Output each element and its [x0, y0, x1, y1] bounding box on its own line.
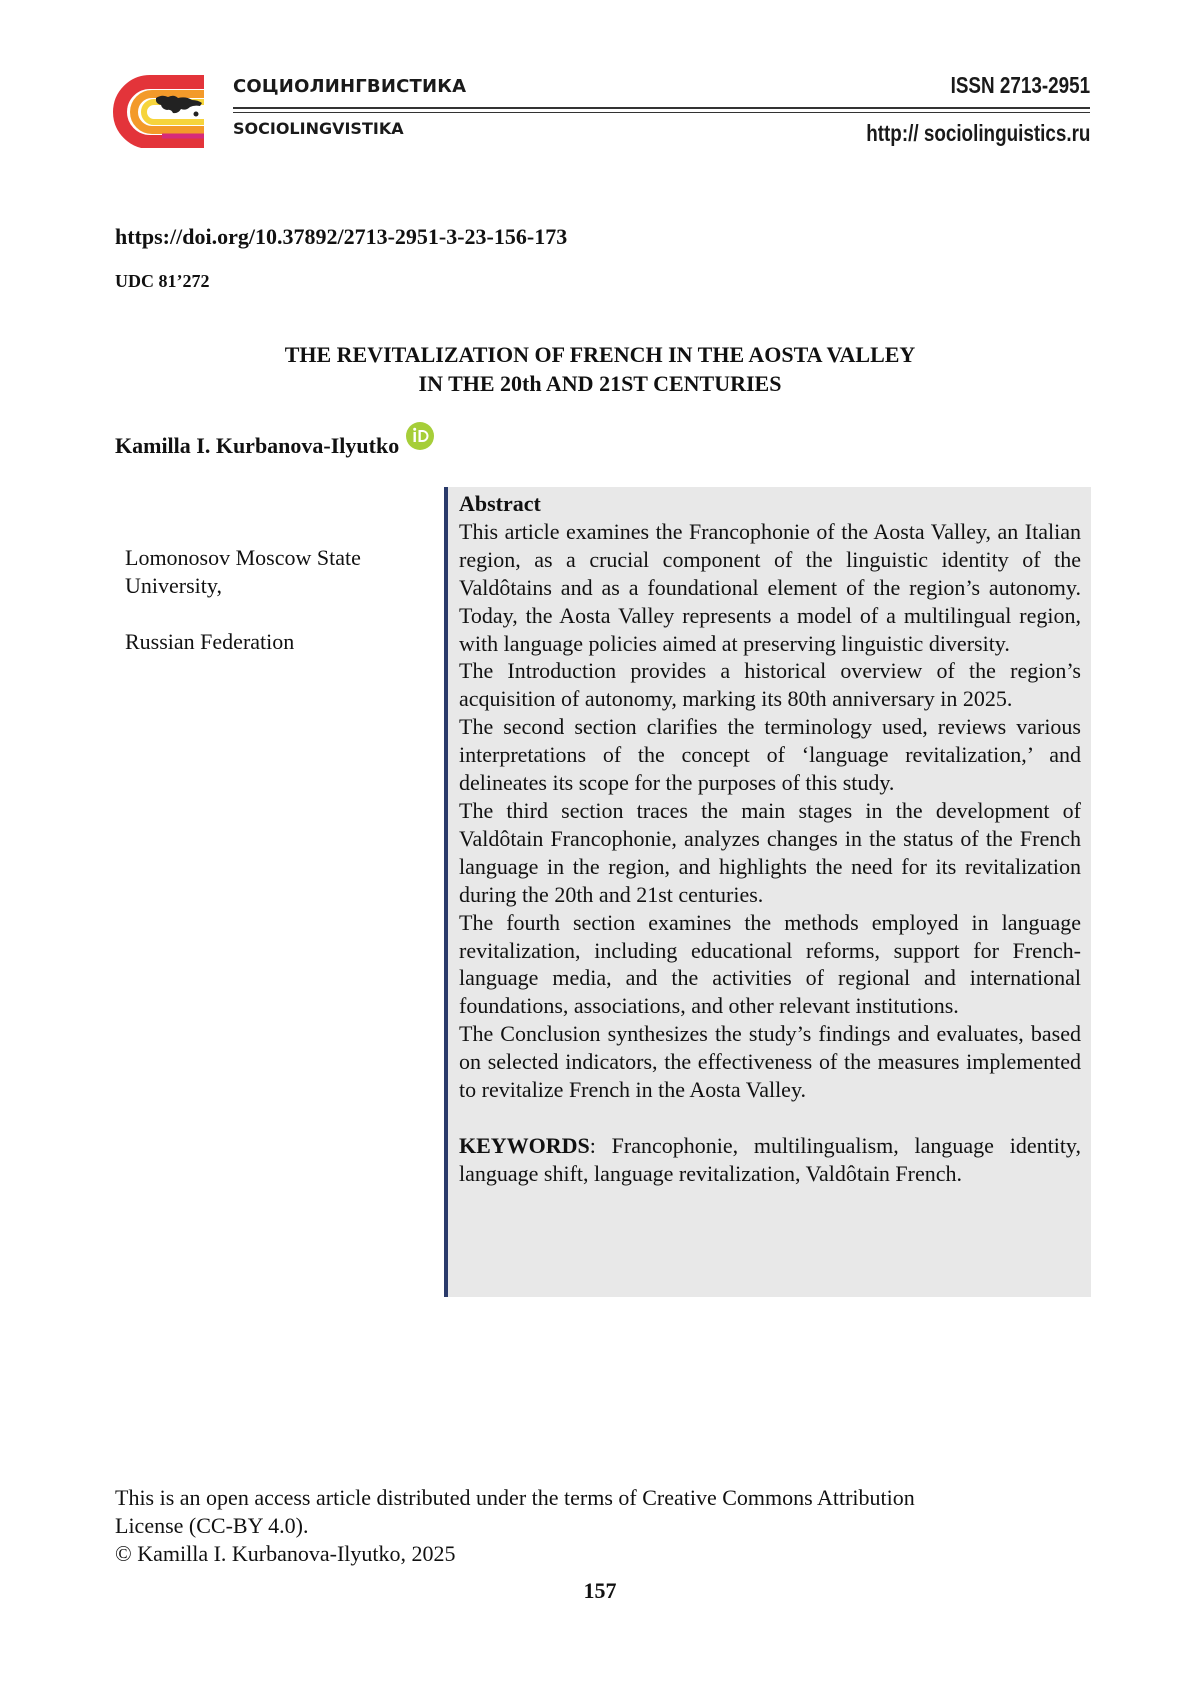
- abstract-paragraph: The fourth section examines the methods employed in language revitalization, including educational reforms, support for French-language media, and the activities of regional and international foundations, associations, and other relevant institutions.: [459, 909, 1081, 1019]
- header-rule-thin: [233, 112, 1090, 113]
- author-name: Kamilla I. Kurbanova-Ilyutko: [115, 433, 400, 458]
- license-notice: [115, 1484, 1075, 1568]
- abstract-paragraph: The third section traces the main stages in the development of Valdôtain Francophonie, analyzes changes in the status of the French language in the region, and highlights the need for its revitalization during the 20th and 21st centuries.: [459, 797, 1081, 907]
- article-title-line-1: THE REVITALIZATION OF FRENCH IN THE AOSTA VALLEY: [284, 342, 916, 367]
- page-number: 157: [583, 1578, 617, 1603]
- issn: ISSN 2713-2951: [950, 72, 1090, 98]
- journal-logo-icon: [112, 74, 212, 148]
- journal-title-russian: СОЦИОЛИНГВИСТИКА: [233, 76, 467, 97]
- abstract-paragraph: The Introduction provides a historical overview of the region’s acquisition of autonomy, marking its 80th anniversary in 2025.: [459, 658, 1081, 712]
- keywords-label: KEYWORDS: [459, 1132, 590, 1158]
- orcid-icon[interactable]: [405, 421, 435, 451]
- website-link[interactable]: http:// sociolinguistics.ru: [865, 120, 1090, 146]
- doi-link[interactable]: https://doi.org/10.37892/2713-2951-3-23-156-173: [115, 224, 568, 249]
- abstract-heading: Abstract: [459, 491, 541, 516]
- abstract-box: [444, 487, 1091, 1297]
- abstract-paragraph: The Conclusion synthesizes the study’s findings and evaluates, based on selected indicators, the effectiveness of the measures implemented to revitalize French in the Aosta Valley.: [459, 1021, 1081, 1103]
- keywords: [459, 1132, 1081, 1188]
- author: [115, 433, 435, 459]
- license-line-1: This is an open access article distributed under the terms of Creative Commons Attribution: [115, 1485, 915, 1510]
- abstract-paragraph: The second section clarifies the terminology used, reviews various interpretations of the concept of ‘language revitalization,’ and delineates its scope for the purposes of this study.: [459, 714, 1081, 796]
- affiliation-country: Russian Federation: [125, 629, 295, 654]
- abstract-paragraph: This article examines the Francophonie of the Aosta Valley, an Italian region, as a crucial component of the linguistic identity of the Valdôtains and as a foundational element of the region’s autonomy. Today, the Aosta Valley represents a model of a multilingual region, with language policies aimed at preserving linguistic diversity.: [459, 518, 1081, 656]
- affiliation-line-1: Lomonosov Moscow State: [125, 545, 361, 570]
- header-rule: [233, 107, 1090, 109]
- copyright: © Kamilla I. Kurbanova-Ilyutko, 2025: [115, 1541, 456, 1566]
- udc-code: UDC 81’272: [115, 271, 210, 291]
- article-title: [0, 340, 1200, 398]
- license-line-2: License (CC-BY 4.0).: [115, 1513, 309, 1538]
- affiliation-line-2: University,: [125, 573, 222, 598]
- affiliation: [125, 544, 415, 656]
- keywords-list: : Francophonie, multilingualism, language identity, language shift, language revitalization, Valdôtain French.: [459, 1132, 1081, 1186]
- article-title-line-2: IN THE 20th AND 21ST CENTURIES: [418, 371, 782, 396]
- journal-title-english: SOCIOLINGVISTIKA: [233, 119, 404, 138]
